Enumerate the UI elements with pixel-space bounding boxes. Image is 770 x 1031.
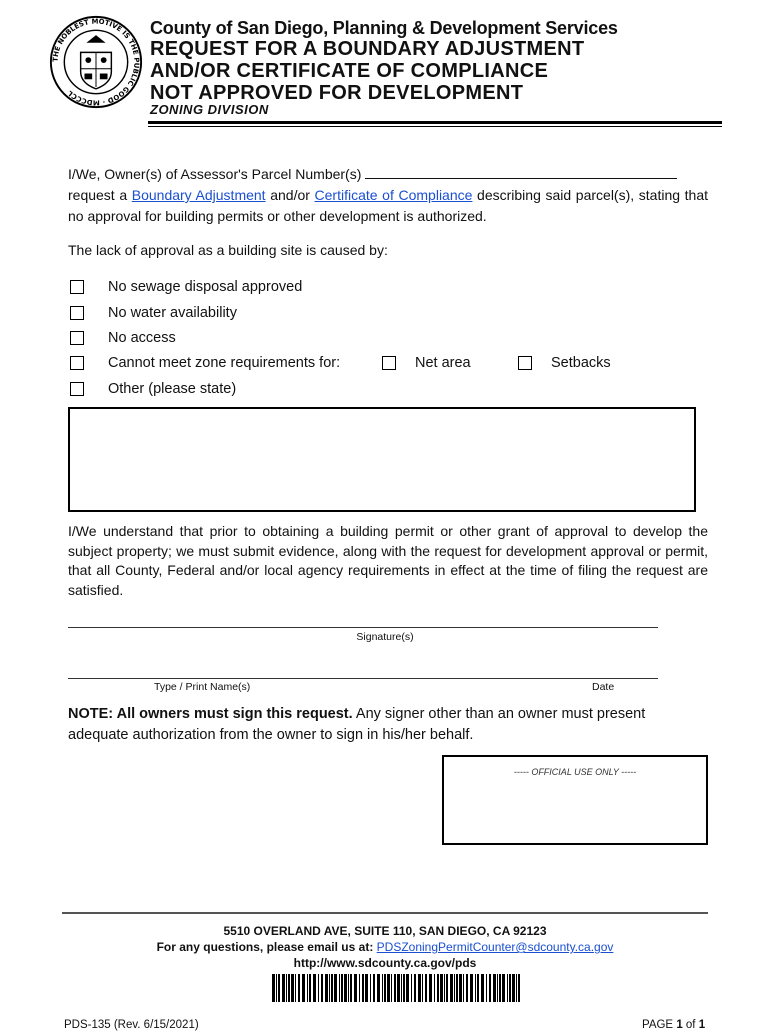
intro-request: request a (68, 187, 132, 203)
footer-address: 5510 OVERLAND AVE, SUITE 110, SAN DIEGO, CA 92123 (223, 924, 547, 938)
form-title (150, 38, 584, 104)
footer-email-link[interactable]: PDSZoningPermitCounter@sdcounty.ca.gov (376, 940, 614, 954)
footer-email-prefix: For any questions, please email us at: (156, 940, 377, 954)
footer-email-line (0, 940, 770, 954)
form-number: PDS-135 (Rev. 6/15/2021) (64, 1019, 199, 1031)
seal-text: THE NOBLEST MOTIVE IS THE PUBLIC GOOD · MDCCCL (51, 17, 141, 107)
lack-prompt: The lack of approval as a building site is caused by: (68, 242, 388, 258)
water-checkbox[interactable] (70, 306, 84, 320)
title-line-2: AND/OR CERTIFICATE OF COMPLIANCE (150, 60, 549, 82)
checkbox-row-zone (68, 356, 708, 374)
header-rule (148, 121, 722, 124)
page-current: 1 (676, 1019, 683, 1031)
sewage-label: No sewage disposal approved (108, 279, 303, 295)
certificate-of-compliance-link[interactable]: Certificate of Compliance (314, 187, 473, 203)
print-name-label: Type / Print Name(s) (154, 681, 251, 693)
official-use-box (442, 755, 708, 845)
access-checkbox[interactable] (70, 331, 84, 345)
print-name-date-field[interactable] (68, 678, 658, 679)
department-name: County of San Diego, Planning & Development Services (150, 18, 618, 38)
barcode-icon (272, 974, 522, 1002)
water-label: No water availability (108, 305, 237, 321)
page-indicator (642, 1019, 705, 1031)
intro-paragraph (68, 164, 708, 227)
other-checkbox[interactable] (70, 382, 84, 396)
header-rule-thin (148, 126, 722, 127)
zone-requirements-checkbox[interactable] (70, 356, 84, 370)
county-seal-icon (48, 14, 144, 110)
title-line-1: REQUEST FOR A BOUNDARY ADJUSTMENT (150, 38, 585, 60)
official-use-label: ----- OFFICIAL USE ONLY ----- (513, 767, 637, 777)
intro-andor: and/or (265, 187, 315, 203)
understanding-paragraph: I/We understand that prior to obtaining a building permit or other grant of approval to develop the subject property; we must submit evidence, along with the request for development approval or permit, that all County, Federal and/or local agency requirements in effect at the time of filing the request are satisfied. (68, 523, 708, 598)
division-name: ZONING DIVISION (150, 102, 269, 117)
zone-requirements-label: Cannot meet zone requirements for: (108, 355, 341, 371)
setbacks-label: Setbacks (551, 355, 611, 371)
page-prefix: PAGE (642, 1019, 677, 1031)
date-label: Date (592, 681, 615, 693)
net-area-label: Net area (415, 355, 471, 371)
note-bold: NOTE: All owners must sign this request. (68, 706, 353, 722)
setbacks-checkbox[interactable] (518, 356, 532, 370)
other-label: Other (please state) (108, 381, 237, 397)
intro-lead: I/We, Owner(s) of Assessor's Parcel Number(s) (68, 166, 366, 182)
footer-website: http://www.sdcounty.ca.gov/pds (293, 956, 477, 970)
parcel-number-field[interactable] (365, 167, 677, 179)
intro-rest: describing said parcel(s), stating that no approval for building permits or other development is authorized. (68, 187, 709, 224)
title-line-3: NOT APPROVED FOR DEVELOPMENT (150, 82, 524, 104)
note-paragraph (68, 704, 708, 746)
signature-field[interactable] (68, 627, 658, 628)
access-label: No access (108, 330, 176, 346)
sewage-checkbox[interactable] (70, 280, 84, 294)
note-text: Any signer other than an owner must present adequate authorization from the owner to sign in his/her behalf. (68, 706, 646, 743)
signature-label: Signature(s) (356, 631, 414, 643)
boundary-adjustment-link[interactable]: Boundary Adjustment (131, 187, 266, 203)
page-total: 1 (698, 1019, 706, 1031)
other-explanation-field[interactable] (68, 407, 696, 512)
footer-rule (62, 912, 708, 914)
page-of: of (682, 1019, 699, 1031)
net-area-checkbox[interactable] (382, 356, 396, 370)
